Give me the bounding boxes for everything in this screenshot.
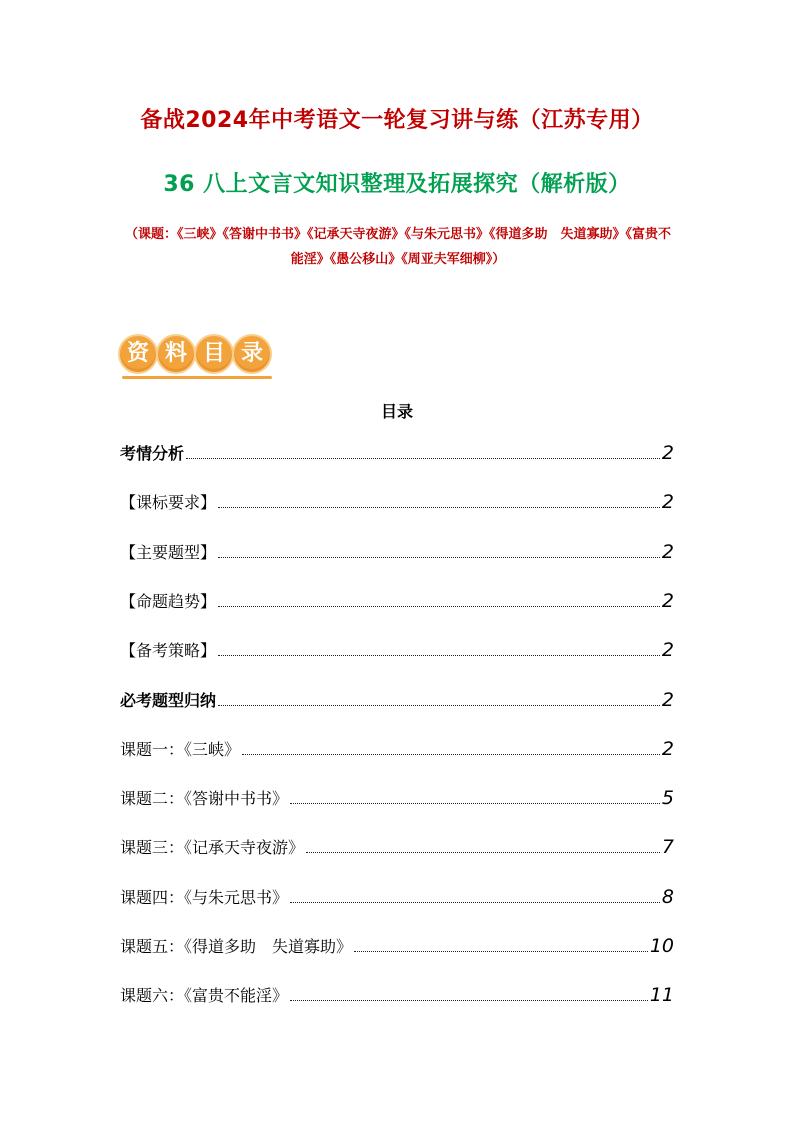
toc-page-number: 2 [661, 590, 674, 612]
toc-entry[interactable] [120, 637, 674, 661]
toc-entry[interactable] [120, 834, 674, 858]
toc-entry[interactable] [120, 588, 674, 612]
badge-char-1: 资 [118, 334, 158, 374]
toc-dot-leader [218, 654, 660, 656]
badge-underline [122, 376, 272, 379]
badge-char-2: 料 [156, 334, 196, 374]
toc-page-number: 2 [661, 639, 674, 661]
toc-entry[interactable] [120, 736, 674, 760]
toc-entry[interactable] [120, 539, 674, 563]
toc-page-number: 10 [649, 935, 674, 957]
toc-dot-leader [290, 999, 648, 1001]
toc-entry-label: 必考题型归纳 [120, 691, 217, 710]
toc-entry-label: 课题三：《记承天寺夜游》 [120, 838, 305, 857]
toc-entry-label: 课题六：《富贵不能淫》 [120, 986, 289, 1005]
toc-dot-leader [218, 556, 660, 558]
toc-entry-label: 课题五：《得道多助 失道寡助》 [120, 937, 353, 956]
badge-char-4: 录 [232, 334, 272, 374]
toc-entry-label: 考情分析 [120, 444, 185, 463]
toc-page-number: 7 [661, 836, 674, 858]
toc-page-number: 2 [661, 541, 674, 563]
toc-entry[interactable] [120, 785, 674, 809]
document-subtitle-title: 36 八上文言文知识整理及拓展探究（解析版） [163, 172, 631, 197]
toc-entry-label: 【命题趋势】 [120, 592, 217, 611]
toc-page-number: 2 [661, 491, 674, 513]
toc-entry[interactable] [120, 933, 674, 957]
toc-entry[interactable] [120, 982, 674, 1006]
toc-dot-leader [354, 950, 648, 952]
toc-heading: 目录 [380, 402, 413, 421]
materials-toc-badge [118, 334, 278, 378]
toc-dot-leader [306, 851, 660, 853]
toc-entry-label: 课题一：《三峡》 [120, 740, 241, 759]
toc-entry[interactable] [120, 489, 674, 513]
toc-entry[interactable] [120, 687, 674, 711]
toc-dot-leader [290, 802, 660, 804]
toc-entry[interactable] [120, 440, 674, 464]
toc-entry[interactable] [120, 884, 674, 908]
toc-entry-label: 【课标要求】 [120, 493, 217, 512]
toc-dot-leader [218, 605, 660, 607]
toc-entry-label: 课题二：《答谢中书书》 [120, 789, 289, 808]
toc-page-number: 8 [661, 886, 674, 908]
toc-page-number: 2 [661, 689, 674, 711]
document-title: 备战2024年中考语文一轮复习讲与练（江苏专用） [140, 108, 654, 133]
toc-page-number: 2 [661, 738, 674, 760]
toc-dot-leader [218, 704, 660, 706]
badge-char-3: 目 [194, 334, 234, 374]
toc-entry-label: 【备考策略】 [120, 641, 217, 660]
toc-dot-leader [218, 506, 660, 508]
toc-page-number: 2 [661, 442, 674, 464]
toc-dot-leader [290, 901, 660, 903]
toc-page-number: 5 [661, 787, 674, 809]
toc-page-number: 11 [649, 984, 674, 1006]
toc-entry-label: 课题四：《与朱元思书》 [120, 888, 289, 907]
toc-dot-leader [186, 457, 660, 459]
toc-entry-label: 【主要题型】 [120, 543, 217, 562]
toc-dot-leader [242, 753, 660, 755]
topics-subtitle: （课题：《三峡》《答谢中书书》《记承天寺夜游》《与朱元思书》《得道多助 失道寡助》《富贵不能淫》《愚公移山》《周亚夫军细柳》） [124, 227, 671, 267]
